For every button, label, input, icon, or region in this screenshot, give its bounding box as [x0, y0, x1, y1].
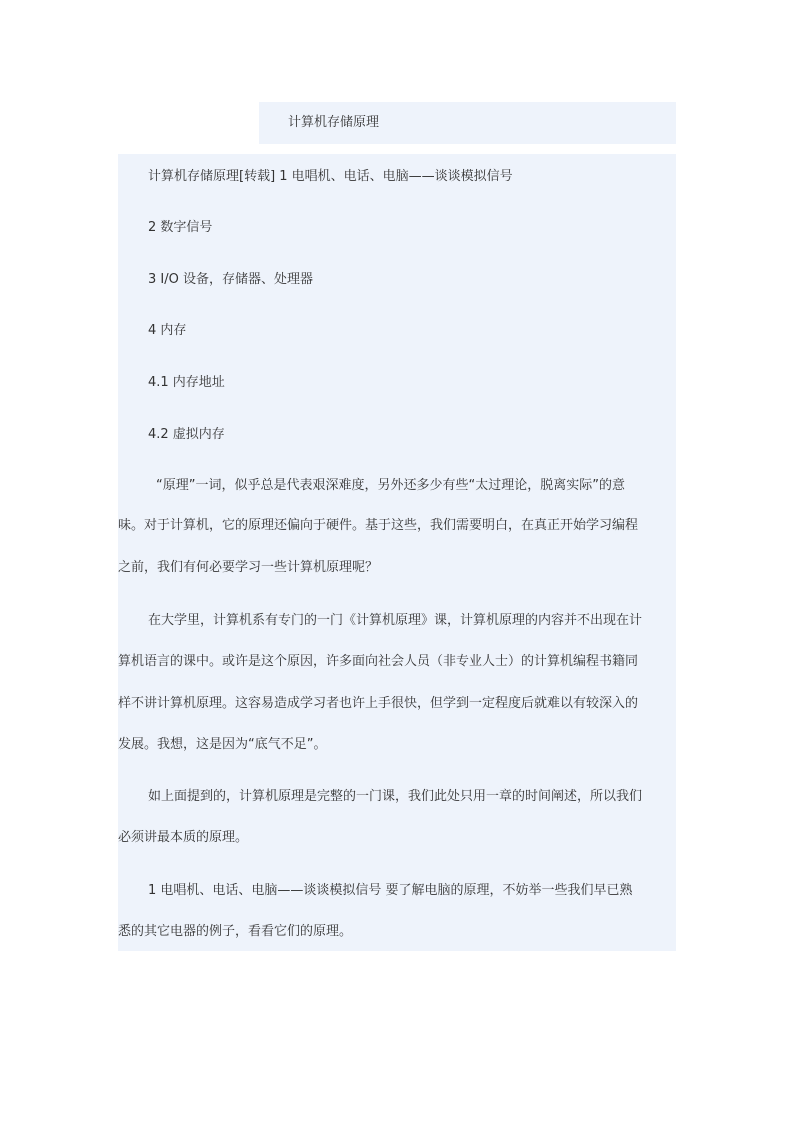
- paragraph-line: 算机语言的课中。或许是这个原因，许多面向社会人员（非专业人士）的计算机编程书籍同: [118, 654, 639, 669]
- paragraph-line: 样不讲计算机原理。这容易造成学习者也许上手很快，但学到一定程度后就难以有较深入的: [118, 696, 639, 711]
- article-title-box: [259, 102, 676, 144]
- paragraph-line: 发展。我想，这是因为“底气不足”。: [118, 737, 327, 752]
- paragraph-line: 之前，我们有何必要学习一些计算机原理呢？: [118, 560, 379, 575]
- paragraph-line: 1 电唱机、电话、电脑——谈谈模拟信号 要了解电脑的原理，不妨举一些我们早已熟: [148, 883, 633, 898]
- toc-item: 3 I/O 设备，存储器、处理器: [148, 272, 313, 287]
- paragraph-line: 味。对于计算机，它的原理还偏向于硬件。基于这些，我们需要明白，在真正开始学习编程: [118, 518, 639, 533]
- paragraph-line: 必须讲最本质的原理。: [118, 830, 249, 845]
- toc-item: 4 内存: [148, 323, 187, 338]
- article-content-box: [118, 154, 676, 951]
- paragraph-line: 在大学里，计算机系有专门的一门《计算机原理》课，计算机原理的内容并不出现在计: [148, 613, 643, 628]
- toc-item: 2 数字信号: [148, 220, 213, 235]
- paragraph-line: 如上面提到的，计算机原理是完整的一门课，我们此处只用一章的时间阐述，所以我们: [148, 789, 643, 804]
- paragraph-line: “原理”一词，似乎总是代表艰深难度，另外还多少有些“太过理论，脱离实际”的意: [156, 478, 625, 493]
- toc-item: 4.1 内存地址: [148, 375, 225, 390]
- toc-item: 计算机存储原理[转载] 1 电唱机、电话、电脑——谈谈模拟信号: [148, 169, 513, 184]
- toc-item: 4.2 虚拟内存: [148, 427, 225, 442]
- article-title: 计算机存储原理: [288, 115, 380, 130]
- paragraph-line: 悉的其它电器的例子，看看它们的原理。: [118, 924, 353, 939]
